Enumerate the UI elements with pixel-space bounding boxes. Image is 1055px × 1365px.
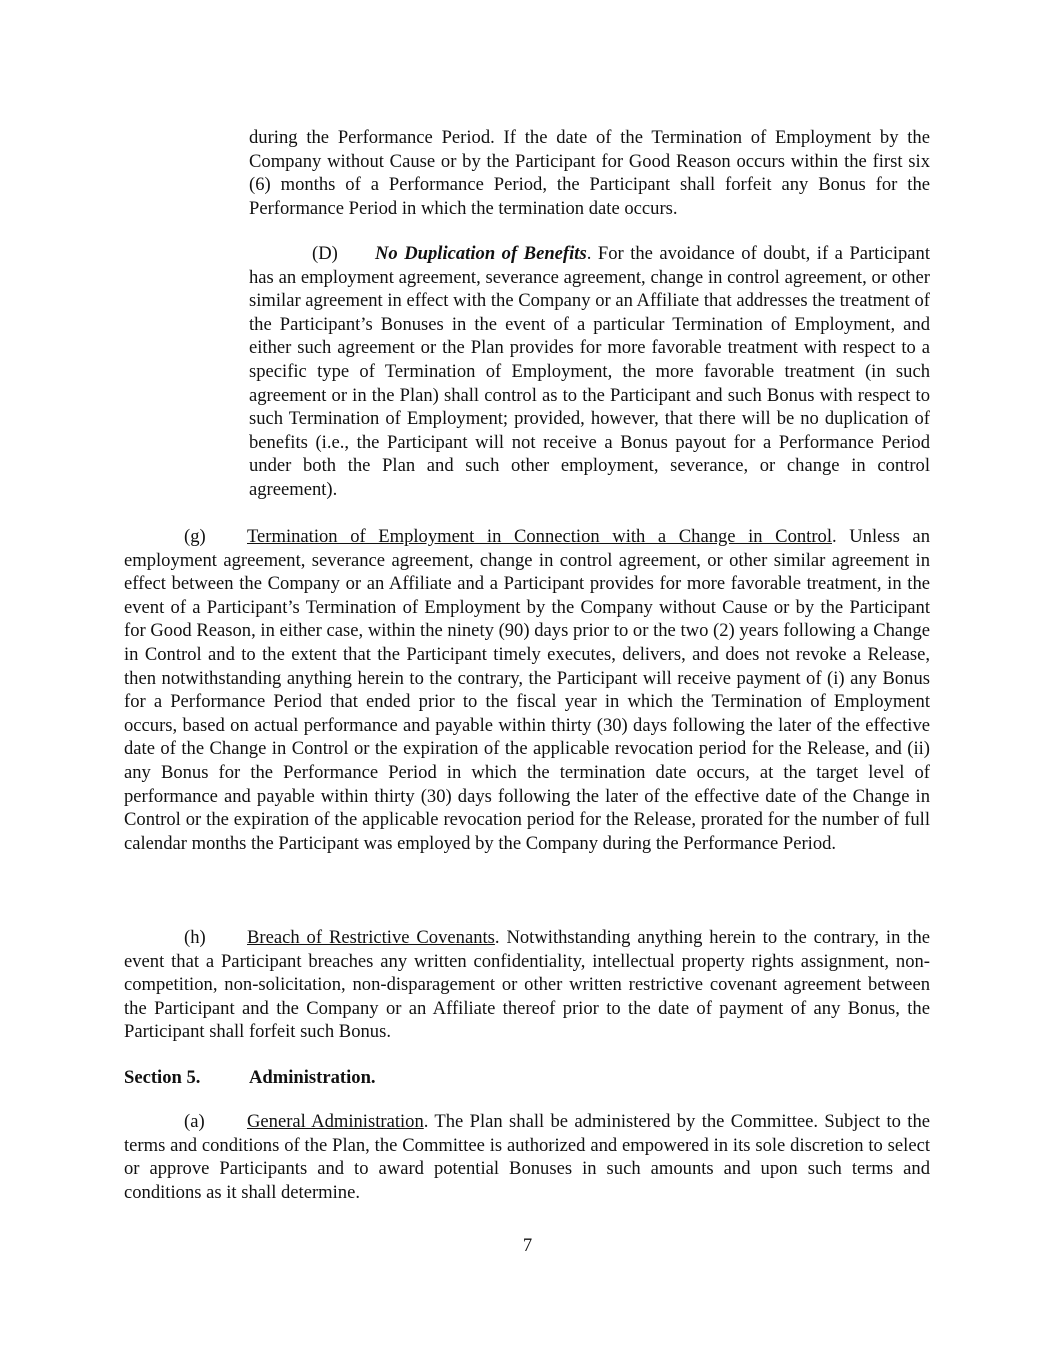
clause-a-label: (a) (184, 1111, 205, 1132)
clause-g-title: Termination of Employment in Connection with a Change in Control (247, 526, 832, 547)
section-5-heading (124, 1066, 376, 1090)
clause-d-text: . For the avoidance of doubt, if a Participant has an employment agreement, severance agreement, change in control agreement, or other similar agreement in effect with the Company or an Affiliate that addresses the treatment of the Participant’s Bonuses in the event of a particular Termination of Employment, and either such agreement or the Plan provides for more favorable treatment with respect to a specific type of Termination of Employment, the more favorable treatment (in such agreement or in the Plan) shall control as to the Participant and such Bonus with respect to such Termination of Employment; provided, however, that there will be no duplication of benefits (i.e., the Participant will not receive a Bonus payout for a Performance Period under both the Plan and such other employment, severance, or change in control agreement). (249, 243, 930, 500)
clause-g-paragraph (124, 525, 930, 855)
clause-h-paragraph (124, 926, 930, 1044)
section-5-number: Section 5. (124, 1067, 201, 1088)
clause-d-label: (D) (312, 243, 338, 264)
clause-d-paragraph (249, 242, 930, 502)
clause-h-title: Breach of Restrictive Covenants (247, 927, 495, 948)
clause-a-title: General Administration (247, 1111, 424, 1132)
clause-a-text: . The Plan shall be administered by the Committee. Subject to the terms and conditions of the Plan, the Committee is authorized and empowered in its sole discretion to select or approve Participants and to award potential Bonuses in such amounts and upon such terms and conditions as it shall determine. (124, 1111, 930, 1203)
clause-g-label: (g) (184, 526, 206, 547)
clause-d-title: No Duplication of Benefits (375, 243, 587, 264)
continuation-paragraph (249, 126, 930, 220)
clause-a-paragraph (124, 1110, 930, 1204)
continuation-text: during the Performance Period. If the date of the Termination of Employment by the Company without Cause or by the Participant for Good Reason occurs within the first six (6) months of a Performance Period, the Participant shall forfeit any Bonus for the Performance Period in which the termination date occurs. (249, 127, 930, 219)
page-number: 7 (522, 1235, 533, 1256)
clause-g-text: . Unless an employment agreement, severance agreement, change in control agreement, or other similar agreement in effect between the Company or an Affiliate and a Participant provides for more favorable treatment, in the event of a Participant’s Termination of Employment by the Company without Cause or by the Participant for Good Reason, in either case, within the ninety (90) days prior to or the two (2) years following a Change in Control and to the extent that the Participant timely executes, delivers, and does not revoke a Release, then notwithstanding anything herein to the contrary, the Participant will receive payment of (i) any Bonus for a Performance Period that ended prior to the fiscal year in which the Termination of Employment occurs, based on actual performance and payable within thirty (30) days following the later of the effective date of the Change in Control or the expiration of the applicable revocation period for the Release, and (ii) any Bonus for the Performance Period in which the termination date occurs, at the target level of performance and payable within thirty (30) days following the later of the effective date of the Change in Control or the expiration of the applicable revocation period for the Release, prorated for the number of full calendar months the Participant was employed by the Company during the Performance Period. (124, 526, 930, 854)
clause-h-text: . Notwithstanding anything herein to the contrary, in the event that a Participant breaches any written confidentiality, intellectual property rights assignment, non-competition, non-solicitation, non-disparagement or other written restrictive covenant agreement between the Participant and the Company or an Affiliate thereof prior to the date of payment of any Bonus, the Participant shall forfeit such Bonus. (124, 927, 931, 1043)
section-5-title: Administration. (249, 1067, 376, 1088)
clause-h-label: (h) (184, 927, 206, 948)
